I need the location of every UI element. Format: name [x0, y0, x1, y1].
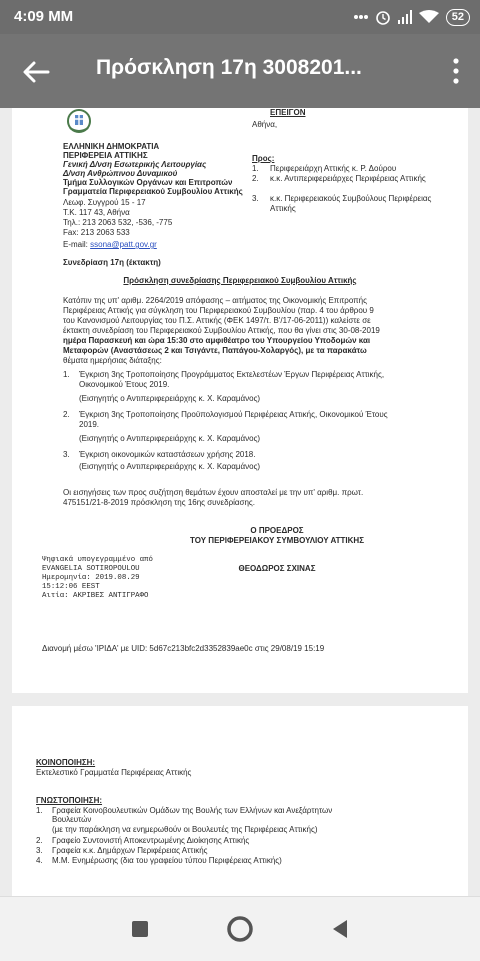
pdf-viewer[interactable]	[0, 108, 480, 896]
address-line-3: Τηλ.: 213 2063 532, -536, -775	[63, 218, 173, 227]
sig-line: Ψηφιακά υπογεγραμμένο από	[42, 556, 153, 564]
agenda-line: Έγκριση 3ης Τροποποίησης Προϋπολογισμού Περιφέρειας Αττικής, Οικονομικού Έτους	[79, 410, 388, 419]
sig-line: Ημερομηνία: 2019.08.29	[42, 574, 140, 582]
notify-num: 3.	[36, 846, 43, 855]
org-line-5: Τμήμα Συλλογικών Οργάνων και Επιτροπών	[63, 178, 233, 187]
signatory-title-1: Ο ΠΡΟΕΔΡΟΣ	[250, 526, 304, 535]
recipient-num: 1.	[252, 164, 259, 173]
org-line-2: ΠΕΡΙΦΕΡΕΙΑ ΑΤΤΙΚΗΣ	[63, 151, 148, 160]
agenda-item-1	[63, 370, 463, 404]
session-label: Συνεδρίαση 17η (έκτακτη)	[63, 258, 161, 267]
recipient-text: Περιφερειάρχη Αττικής κ. Ρ. Δούρου	[270, 164, 397, 173]
recipient-text: κ.κ. Αντιπεριφερειάρχες Περιφέρειας Αττικής	[270, 174, 426, 183]
org-line-6: Γραμματεία Περιφερειακού Συμβουλίου Αττικής	[63, 187, 243, 196]
org-line-3: Γενική Δ/νση Εσωτερικής Λειτουργίας	[63, 160, 207, 169]
intro-line: του Κανονισμού Λειτουργίας του Π.Σ. Αττικής (ΦΕΚ 1497/τ. Β'/17-06-2011)) καλείστε σε	[63, 316, 371, 325]
agenda-line: 2019.	[79, 420, 100, 429]
back-arrow-icon[interactable]	[18, 54, 54, 90]
battery-icon: 52	[446, 9, 470, 26]
wifi-icon	[419, 10, 439, 24]
notify-num: 2.	[36, 836, 43, 845]
agenda-item-2	[63, 410, 463, 444]
email-label: E-mail:	[63, 240, 88, 249]
back-triangle-icon[interactable]	[322, 911, 358, 947]
status-icons	[354, 6, 470, 28]
to-label: Προς:	[252, 154, 275, 163]
intro-line: θέματα ημερήσιας διάταξης:	[63, 356, 162, 365]
email-link[interactable]: ssona@patt.gov.gr	[90, 240, 157, 249]
agenda-rapporteur: (Εισηγητής ο Αντιπεριφερειάρχης κ. Χ. Καραμάνος)	[79, 394, 261, 403]
closing-paragraph	[63, 488, 463, 508]
document-page-1	[12, 108, 468, 693]
app-title: Πρόσκληση 17η 3008201...	[96, 56, 362, 79]
agenda-rapporteur: (Εισηγητής ο Αντιπεριφερειάρχης κ. Χ. Καραμάνος)	[79, 462, 261, 471]
agenda-line: Οικονομικού Έτους 2019.	[79, 380, 170, 389]
email-row	[63, 240, 157, 250]
recipient-num: 2.	[252, 174, 259, 183]
distribution-line: Διανομή μέσω 'ΙΡΙΔΑ' με UID: 5d67c213bfc2d3352839ae0c στις 29/08/19 15:19	[42, 644, 325, 653]
document-page-2	[12, 706, 468, 896]
recipient-num: 3.	[252, 194, 259, 203]
app-bar	[0, 34, 480, 108]
signatory-title-2: ΤΟΥ ΠΕΡΙΦΕΡΕΙΑΚΟΥ ΣΥΜΒΟΥΛΙΟΥ ΑΤΤΙΚΗΣ	[190, 536, 364, 545]
closing-line: 475151/21-8-2019 πρόσκληση της 16ης συνεδρίασης.	[63, 498, 255, 507]
closing-line: Οι εισηγήσεις των προς συζήτηση θεμάτων έχουν αποσταλεί με την υπ' αριθμ. πρωτ.	[63, 488, 364, 497]
org-line-4: Δ/νση Ανθρώπινου Δυναμικού	[63, 169, 178, 178]
notify-label: ΓΝΩΣΤΟΠΟΙΗΣΗ:	[36, 796, 103, 805]
greek-emblem-icon	[64, 108, 94, 134]
recipient-text: κ.κ. Περιφερειακούς Συμβούλους Περιφέρειας Αττικής	[270, 194, 432, 213]
cc-text: Εκτελεστικό Γραμματέα Περιφέρειας Αττικής	[36, 768, 192, 777]
sig-line: EVANGELIA SOTIROPOULOU	[42, 565, 140, 573]
intro-line: έκτακτη συνεδρίαση του Περιφερειακού Συμβουλίου Αττικής, που θα γίνει στις 30-08-2019	[63, 326, 380, 335]
intro-line: ημέρα Παρασκευή και ώρα 15:30 στο αμφιθέατρο του Υπουργείου Υποδομών και	[63, 336, 371, 345]
place-label: Αθήνα,	[252, 120, 278, 129]
intro-line: Κατόπιν της υπ' αριθμ. 2264/2019 απόφασης – αιτήματος της Οικονομικής Επιτροπής	[63, 296, 367, 305]
navigation-bar	[0, 896, 480, 961]
signal-icon	[398, 10, 412, 24]
signatory-name: ΘΕΟΔΩΡΟΣ ΣΧΙΝΑΣ	[238, 564, 316, 573]
intro-paragraph	[63, 296, 463, 366]
notify-line: (με την παράκληση να ενημερωθούν οι Βουλευτές της Περιφέρειας Αττικής)	[52, 825, 318, 834]
notify-line: Γραφεία κ.κ. Δημάρχων Περιφέρειας Αττικής	[52, 846, 208, 855]
org-line-1: ΕΛΛΗΝΙΚΗ ΔΗΜΟΚΡΑΤΙΑ	[63, 142, 160, 151]
address-line-2: Τ.Κ. 117 43, Αθήνα	[63, 208, 130, 217]
notify-line: Γραφεία Κοινοβουλευτικών Ομάδων της Βουλής των Ελλήνων και Ανεξάρτητων	[52, 806, 333, 815]
document-heading: Πρόσκληση συνεδρίασης Περιφερειακού Συμβουλίου Αττικής	[123, 276, 357, 285]
address-line-4: Fax: 213 2063 533	[63, 228, 130, 237]
agenda-num: 1.	[63, 370, 70, 379]
status-time: 4:09 ΜΜ	[14, 8, 74, 25]
urgent-label: ΕΠΕΙΓΟΝ	[270, 108, 306, 117]
notify-line: Μ.Μ. Ενημέρωσης (δια του γραφείου τύπου Περιφέρειας Αττικής)	[52, 856, 282, 865]
alarm-icon	[375, 9, 391, 25]
notify-item-1	[36, 806, 456, 836]
home-circle-icon[interactable]	[222, 911, 258, 947]
digital-signature	[42, 556, 153, 601]
intro-line: Μεταφορών (Αναστάσεως 2 και Τσιγάντε, Παπάγου-Χολαργός), με τα παρακάτω	[63, 346, 367, 355]
agenda-num: 3.	[63, 450, 70, 459]
dots-icon	[354, 14, 368, 20]
sig-line: Αιτία: ΑΚΡΙΒΕΣ ΑΝΤΙΓΡΑΦΟ	[42, 592, 149, 600]
agenda-rapporteur: (Εισηγητής ο Αντιπεριφερειάρχης κ. Χ. Καραμάνος)	[79, 434, 261, 443]
notify-line: Γραφείο Συντονιστή Αποκεντρωμένης Διοίκησης Αττικής	[52, 836, 250, 845]
notify-line: Βουλευτών	[52, 815, 92, 824]
recents-square-icon[interactable]	[122, 911, 158, 947]
agenda-item-3	[63, 450, 463, 474]
intro-line: Περιφέρειας Αττικής για σύγκληση του Περιφερειακού Συμβουλίου (παρ. 4 του άρθρου 9	[63, 306, 374, 315]
agenda-line: Έγκριση 3ης Τροποποίησης Προγράμματος Εκτελεστέων Έργων Περιφέρειας Αττικής,	[79, 370, 385, 379]
sig-line: 15:12:06 EEST	[42, 583, 100, 591]
agenda-num: 2.	[63, 410, 70, 419]
status-bar	[0, 0, 480, 34]
overflow-menu-icon[interactable]	[446, 56, 466, 86]
address-line-1: Λεωφ. Συγγρού 15 - 17	[63, 198, 146, 207]
agenda-line: Έγκριση οικονομικών καταστάσεων χρήσης 2018.	[79, 450, 256, 459]
cc-label: ΚΟΙΝΟΠΟΙΗΣΗ:	[36, 758, 96, 767]
notify-num: 1.	[36, 806, 43, 815]
notify-num: 4.	[36, 856, 43, 865]
